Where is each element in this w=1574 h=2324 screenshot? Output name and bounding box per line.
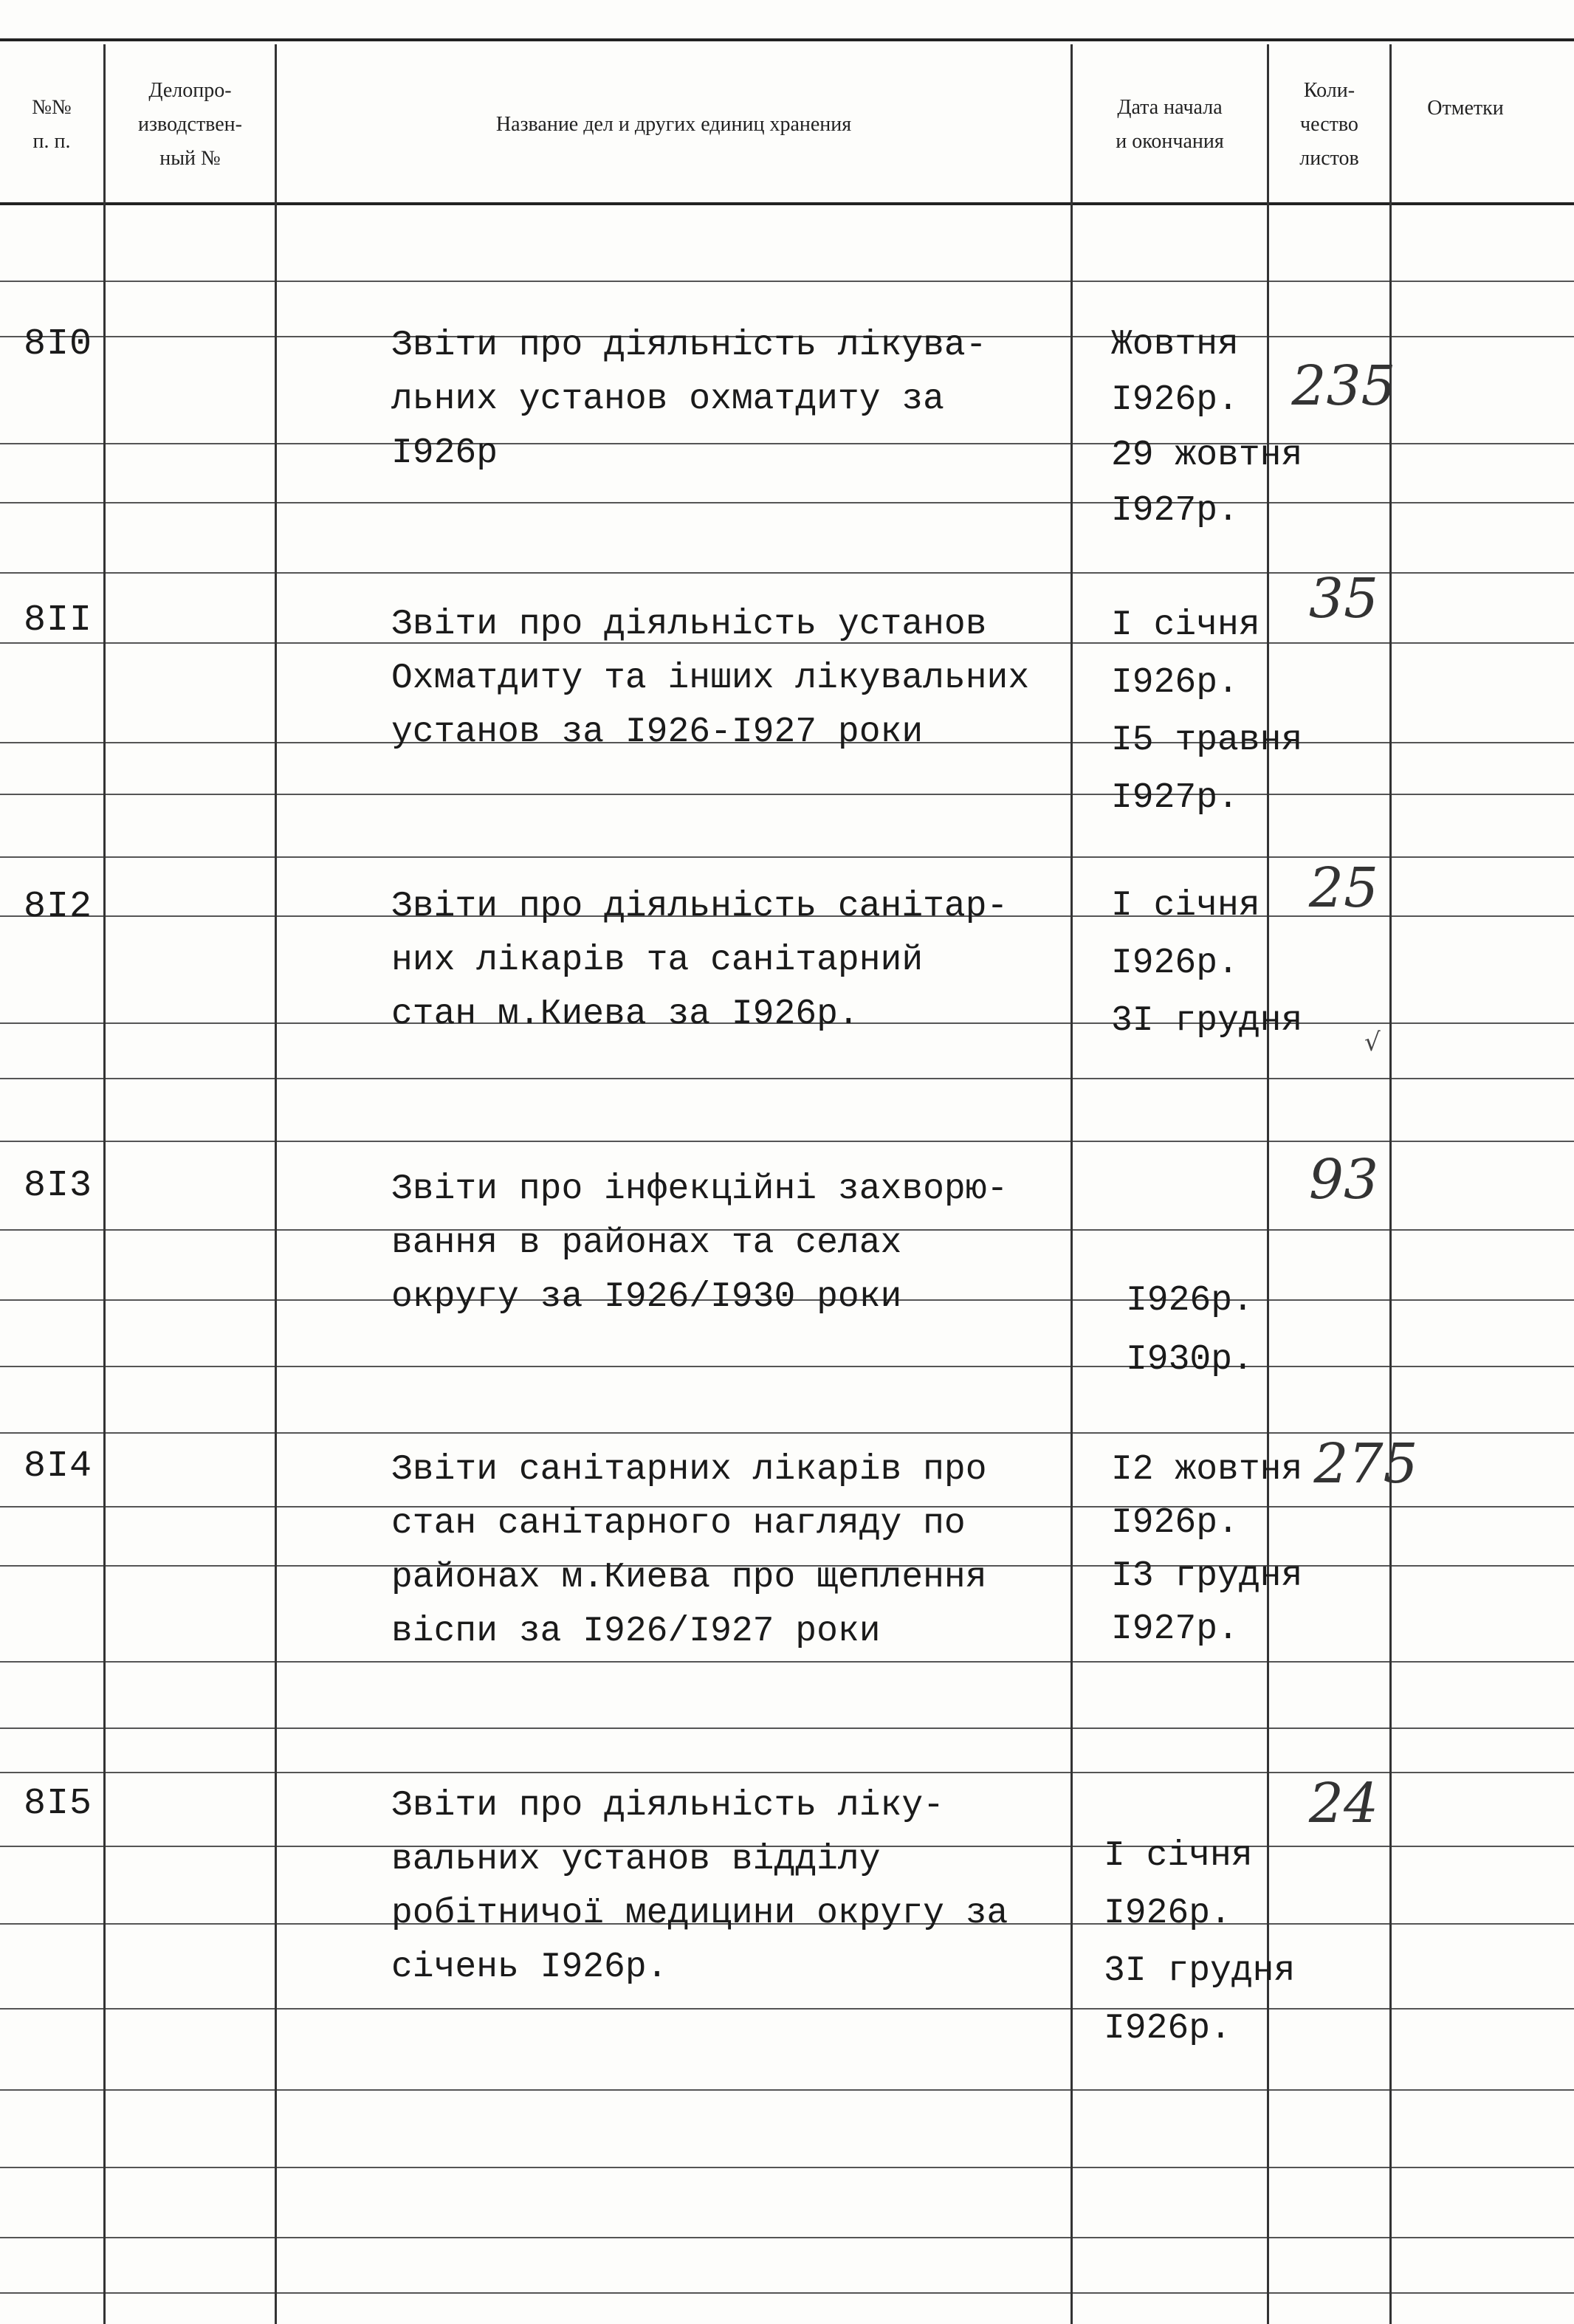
header-office-number: Делопро- изводствен- ный № [138,79,242,170]
row-number: 8I3 [24,1165,93,1207]
row-title: Звіти про діяльність ліку- вальних установ відділу робітничої медицини округу за січень I926р. [391,1786,1008,1987]
row-number: 8I2 [24,886,93,928]
row-title: Звіти про діяльність санітар- них лікарів та санітарний стан м.Киева за I926р. [391,887,1008,1034]
row-line [0,2292,1574,2294]
row-sheets: 93 [1308,1148,1379,1211]
row-line [0,1078,1574,1079]
row-number: 8I0 [24,323,93,365]
row-line [0,281,1574,282]
header-dates: Дата начала и окончания [1116,96,1224,153]
row-dates: I січня I926р. 3I грудня [1111,886,1303,1041]
row-number: 8I5 [24,1783,93,1825]
header-notes: Отметки [1427,97,1504,120]
row-title: Звіти про діяльність лікува- льних установ охматдиту за I926р [391,326,987,473]
row-dates: Жовтня I926р. 29 жовтня I927р. [1111,325,1303,531]
row-dates: I926р. I930р. [1126,1281,1254,1380]
row-sheets: 24 [1308,1772,1379,1835]
row-line [0,2237,1574,2238]
column-rule [103,44,106,2324]
check-mark: √ [1364,1028,1381,1057]
header-number: №№ п. п. [32,96,72,153]
row-sheets: 275 [1313,1432,1418,1496]
row-title: Звіти санітарних лікарів про стан санітарного нагляду по районах м.Киева про щеплення віспи за I926/I927 роки [391,1450,987,1651]
row-title: Звіти про діяльність установ Охматдиту та інших лікувальних установ за I926-I927 роки [391,605,1030,752]
row-dates: I січня I926р. I5 травня I927р. [1111,605,1303,818]
row-number: 8I4 [24,1445,93,1488]
row-dates: I січня I926р. 3I грудня I926р. [1104,1836,1296,2049]
row-line [0,1727,1574,1729]
row-line [0,1661,1574,1663]
row-dates: I2 жовтня I926р. I3 грудня I927р. [1111,1450,1303,1649]
row-line [0,2167,1574,2168]
header-title: Название дел и других единиц хранения [495,113,852,136]
column-rule [275,44,277,2324]
row-number: 8II [24,599,93,642]
header-sheets: Коли- чество листов [1299,79,1359,170]
row-sheets: 35 [1308,567,1379,630]
row-line [0,1141,1574,1142]
header-bottom-rule [0,202,1574,205]
row-title: Звіти про інфекційні захворю- вання в районах та селах округу за I926/I930 роки [391,1169,1008,1317]
row-line [0,2089,1574,2091]
top-rule [0,38,1574,41]
row-sheets: 235 [1291,354,1396,418]
row-sheets: 25 [1308,856,1379,920]
